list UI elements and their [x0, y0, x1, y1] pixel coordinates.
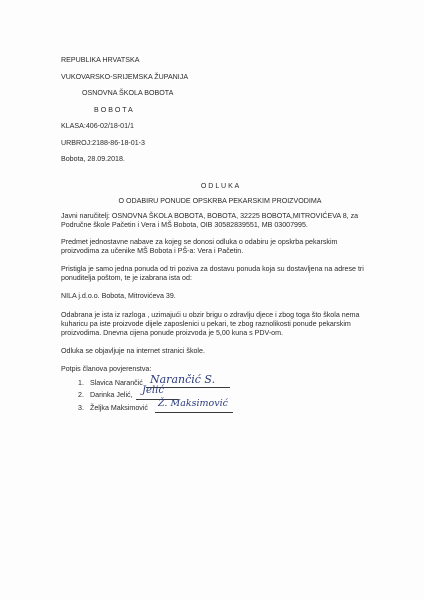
header-county: VUKOVARSKO-SRIJEMSKA ŽUPANIJA: [61, 73, 189, 81]
paragraph-publication: Odluka se objavljuje na internet stranici škole.: [61, 347, 205, 355]
member-number: 1.: [78, 379, 84, 387]
paragraph-offers: Pristigla je samo jedna ponuda od tri poziva za dostavu ponuda koja su dostavljena na adrese tri ponuditelja poštom, te je izabrana ista od:: [61, 265, 364, 282]
member-number: 3.: [78, 404, 84, 412]
header-school: OSNOVNA ŠKOLA BOBOTA: [82, 89, 174, 97]
document-title: O D L U K A: [200, 182, 240, 190]
paragraph-contracting-authority: Javni naručitelj: OSNOVNA ŠKOLA BOBOTA, BOBOTA, 32225 BOBOTA,MITROVIĆEVA 8, za Područne škole Pačetin i Vera i MŠ Bobota, OIB 30582839551, MB 03007995.: [61, 212, 359, 229]
member-number: 2.: [78, 391, 84, 399]
document-date: Bobota, 28.09.2018.: [61, 155, 125, 163]
header-town: B O B O T A: [94, 106, 133, 114]
member-signature: Jelić: [142, 385, 164, 396]
document-subtitle: O ODABIRU PONUDE OPSKRBA PEKARSKIM PROIZVODIMA: [118, 197, 322, 205]
member-name: Željka Maksimović: [90, 404, 148, 412]
signature-line: [155, 412, 233, 413]
member-name: Darinka Jelić,: [90, 391, 133, 399]
member-signature: Narančić S.: [150, 373, 216, 386]
paragraph-selected-bidder: NILA j.d.o.o. Bobota, Mitrovićeva 39.: [61, 292, 176, 300]
paragraph-subject: Predmet jednostavne nabave za kojeg se donosi odluka o odabiru je opskrba pekarskim proizvodima za učenike MŠ Bobota i PŠ-a: Vera i Pačetin.: [61, 238, 338, 255]
member-signature: Ž. Maksimović: [158, 398, 228, 409]
urbroj-number: URBROJ:2188-86-18-01-3: [61, 139, 145, 147]
header-republic: REPUBLIKA HRVATSKA: [61, 56, 140, 64]
commission-heading: Potpis članova povjerenstva:: [61, 365, 152, 373]
paragraph-reasons: Odabrana je ista iz razloga , uzimajući u obzir brigu o zdravlju djece i zbog toga što škola nema kuharicu pa iste proizvode dijele zaposlenici u pekari, te zbog raznolikosti ponude pekarskim proizvodima. Dnevna cijena ponude proizvoda je 5,00 kuna s PDV-om.: [61, 311, 360, 337]
klasa-number: KLASA:406-02/18-01/1: [61, 122, 134, 130]
member-name: Slavica Narančić: [90, 379, 143, 387]
